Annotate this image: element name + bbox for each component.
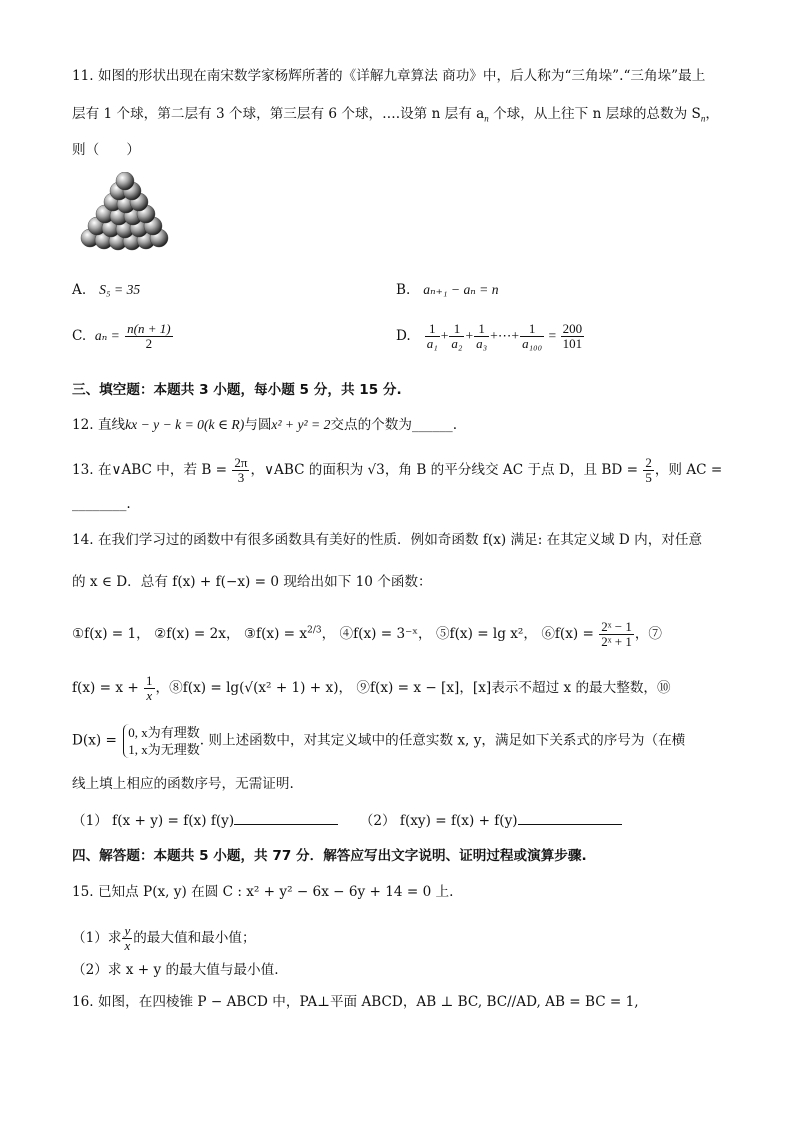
- q14-functions-row2: f(x) = x + $\frac{1}{x}$ ，⑧f(x) = lg(√(x² + 1) + x)， ⑨f(x) = x − [x]，[x]表示不超过 x 的最大整数，⑩: [72, 673, 671, 703]
- option-a: A. S₅ = 35: [72, 282, 141, 298]
- option-c: C. aₙ = $\frac{n(n + 1)}{2}$: [72, 321, 171, 351]
- option-b: B. aₙ₊₁ − aₙ = n: [396, 282, 499, 298]
- triangular-stack-figure: [80, 172, 172, 256]
- q11-line2: 层有 1 个球，第二层有 3 个球，第三层有 6 个球，….设第 n 层有 $a_n$ 个球，从上往下 n 层球的总数为 $S_n$，: [72, 106, 719, 124]
- q14-functions-row1: ①f(x) = 1， ②f(x) = 2x， ③f(x) = $x^{2/3}$， ④f(x) = 3⁻ˣ， ⑤f(x) = lg x²， ⑥f(x) = $\frac{\text{2ˣ − 1}}{\text{2ˣ + 1}}$ ，⑦: [72, 619, 663, 649]
- section3-heading: 三、填空题：本题共 3 小题，每小题 5 分，共 15 分.: [72, 382, 402, 398]
- q14-functions-row3: D(x) = 0, x为有理数 1, x为无理数 . 则上述函数中，对其定义域中的任意实数 x, y，满足如下关系式的序号为（在横: [72, 725, 686, 757]
- q13-line1: 13. 在∨ABC 中，若 B = $\frac{2\pi}{3}$ ，∨ABC 的面积为 √3，角 B 的平分线交 AC 于点 D，且 BD = $\frac{2}{5}$ ，则 AC =: [72, 455, 723, 485]
- q14-line-last: 线上填上相应的函数序号，无需证明.: [72, 776, 294, 792]
- answer-blank-1[interactable]: [234, 810, 338, 825]
- q13-line2: ________.: [72, 496, 131, 512]
- sphere-group: [81, 172, 168, 250]
- section4-heading: 四、解答题：本题共 5 小题，共 77 分．解答应写出文字说明、证明过程或演算步骤.: [72, 848, 587, 864]
- q14-subparts: （1） f(x + y) = f(x) f(y) （2） f(xy) = f(x) + f(y): [72, 810, 734, 831]
- option-c-fraction: $\frac{n(n + 1)}{2}$: [127, 321, 171, 351]
- q12-line: 12. 直线kx − y − k = 0(k ∈ R)与圆x² + y² = 2交点的个数为______.: [72, 417, 458, 433]
- q11-line3: 则（ ）: [72, 142, 140, 158]
- q11-line1: 11. 如图的形状出现在南宋数学家杨辉所著的《详解九章算法 商功》中，后人称为“三角垛”.“三角垛”最上: [72, 68, 706, 84]
- q15-part1: （1）求 $\frac{y}{x}$ 的最大值和最小值；: [72, 923, 256, 953]
- piecewise-brace: 0, x为有理数 1, x为无理数: [123, 724, 200, 758]
- answer-blank-2[interactable]: [518, 810, 622, 825]
- option-d: D. $\frac{1}{\text{a₁}}$ + $\frac{1}{\text{a₂}}$ + $\frac{1}{\text{a₃}}$ +⋯+ $\frac{1}{\text{a₁₀₀}}$ = $\frac{200}{101}$: [396, 321, 583, 351]
- q15-line1: 15. 已知点 P(x, y) 在圆 C : x² + y² − 6x − 6y + 14 = 0 上.: [72, 884, 454, 900]
- q15-part2: （2）求 x + y 的最大值与最小值.: [72, 962, 279, 978]
- q16-line1: 16. 如图，在四棱锥 P − ABCD 中，PA⊥平面 ABCD，AB ⊥ BC, BC//AD, AB = BC = 1,: [72, 994, 639, 1010]
- q14-line1: 14. 在我们学习过的函数中有很多函数具有美好的性质．例如奇函数 f(x) 满足: 在其定义域 D 内，对任意: [72, 532, 703, 548]
- q14-line2: 的 x ∈ D．总有 f(x) + f(−x) = 0 现给出如下 10 个函数：: [72, 574, 432, 590]
